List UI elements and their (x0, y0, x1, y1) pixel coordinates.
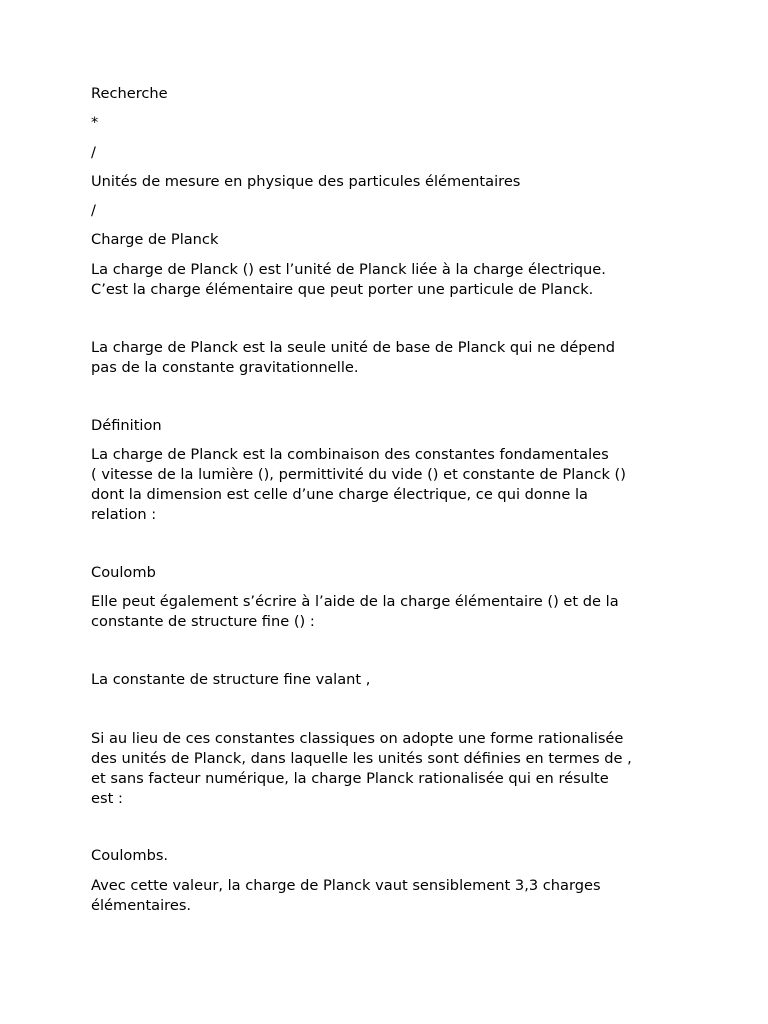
unit-coulomb: Coulomb (91, 564, 156, 581)
paragraph-conclusion: Avec cette valeur, la charge de Planck vaut sensiblement 3,3 charges élémentaires. (91, 877, 601, 914)
breadcrumb-separator: / (91, 202, 96, 219)
paragraph-elementary-charge: Elle peut également s’écrire à l’aide de la charge élémentaire () et de la constante de structure fine () : (91, 593, 619, 630)
page-title: Charge de Planck (91, 231, 219, 248)
paragraph-base-unit: La charge de Planck est la seule unité de base de Planck qui ne dépend pas de la constante gravitationnelle. (91, 339, 615, 376)
breadcrumb-recherche[interactable]: Recherche (91, 85, 168, 102)
breadcrumb-separator: / (91, 144, 96, 161)
paragraph-fine-structure: La constante de structure fine valant , (91, 671, 371, 688)
section-heading-definition: Définition (91, 417, 162, 434)
unit-coulombs: Coulombs. (91, 847, 169, 864)
breadcrumb-star: * (91, 114, 99, 131)
paragraph-rationalized: Si au lieu de ces constantes classiques on adopte une forme rationalisée des unités de Planck, dans laquelle les unités sont définies en termes de , et sans facteur numérique, la charge Planck rationalisée qui en résulte est : (91, 730, 632, 807)
breadcrumb-category[interactable]: Unités de mesure en physique des particules élémentaires (91, 173, 521, 190)
paragraph-definition: La charge de Planck est la combinaison des constantes fondamentales ( vitesse de la lumière (), permittivité du vide () et constante de Planck () dont la dimension est celle d’une charge électrique, ce qui donne la relation : (91, 446, 626, 523)
paragraph-intro: La charge de Planck () est l’unité de Planck liée à la charge électrique. C’est la charge élémentaire que peut porter une particule de Planck. (91, 261, 606, 298)
